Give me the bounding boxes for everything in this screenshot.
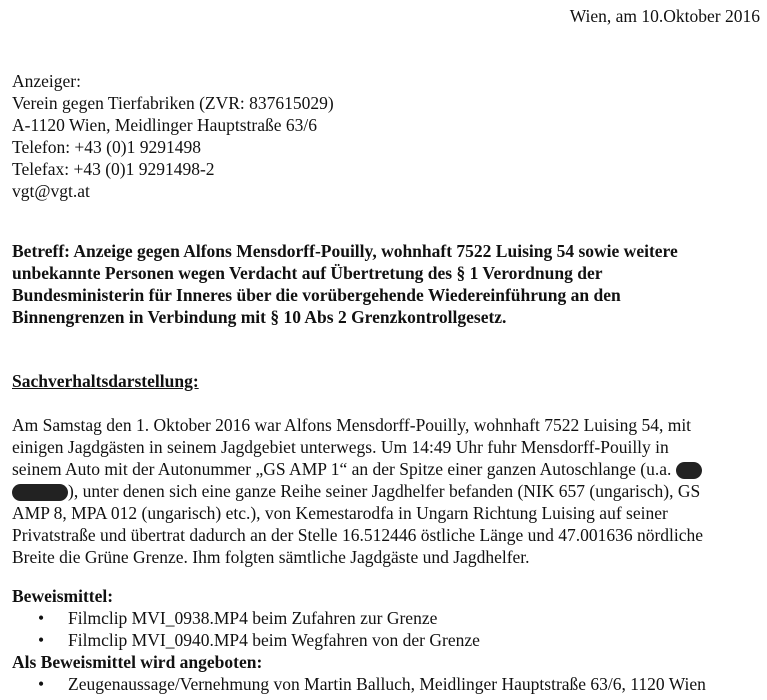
- subject-line: Betreff: Anzeige gegen Alfons Mensdorff-Pouilly, wohnhaft 7522 Luising 54 sowie weitere: [12, 241, 678, 261]
- complainant-line: Telefon: +43 (0)1 9291498: [12, 137, 201, 157]
- complainant-email: vgt@vgt.at: [12, 181, 90, 201]
- evidence-heading: Beweismittel:: [12, 586, 114, 606]
- facts-line: [12, 546, 762, 568]
- evidence-item-text: Filmclip MVI_0938.MP4 beim Zufahren zur Grenze: [68, 608, 438, 628]
- evidence-item-text: Filmclip MVI_0940.MP4 beim Wegfahren von der Grenze: [68, 630, 480, 650]
- facts-heading: Sachverhaltsdarstellung:: [12, 371, 199, 391]
- bullet-icon: •: [38, 674, 45, 694]
- evidence-list: [38, 607, 480, 651]
- list-item: [38, 629, 480, 651]
- bullet-icon: •: [38, 630, 45, 650]
- complainant-line: A-1120 Wien, Meidlinger Hauptstraße 63/6: [12, 115, 317, 135]
- facts-line-text: Am Samstag den 1. Oktober 2016 war Alfons Mensdorff-Pouilly, wohnhaft 7522 Luising 54, mit: [12, 415, 692, 435]
- subject-line: Binnengrenzen in Verbindung mit § 10 Abs 2 Grenzkontrollgesetz.: [12, 307, 507, 327]
- offered-evidence-list: [38, 673, 706, 695]
- facts-line-text: einigen Jagdgästen in seinem Jagdgebiet unterwegs. Um 14:49 Uhr fuhr Mensdorff-Pouilly in: [12, 437, 669, 457]
- complainant-label: Anzeiger:: [12, 71, 81, 91]
- facts-line: [12, 502, 762, 524]
- facts-line: [12, 524, 762, 546]
- facts-line-text: AMP 8, MPA 012 (ungarisch) etc.), von Kemestarodfa in Ungarn Richtung Luising auf seiner: [12, 503, 668, 523]
- redaction-mark: [676, 462, 702, 479]
- facts-line-text: Breite die Grüne Grenze. Ihm folgten sämtliche Jagdgäste und Jagdhelfer.: [12, 547, 530, 567]
- facts-line-text: seinem Auto mit der Autonummer „GS AMP 1“ an der Spitze einer ganzen Autoschlange (u.a.: [12, 459, 672, 479]
- subject-line: Bundesministerin für Inneres über die vorübergehende Wiedereinführung an den: [12, 285, 621, 305]
- facts-line: [12, 458, 762, 480]
- facts-paragraph: [12, 414, 762, 568]
- offered-item-text: Zeugenaussage/Vernehmung von Martin Balluch, Meidlinger Hauptstraße 63/6, 1120 Wien: [68, 674, 706, 694]
- document-date: Wien, am 10.Oktober 2016: [569, 6, 760, 26]
- bullet-icon: •: [38, 608, 45, 628]
- facts-line: [12, 436, 762, 458]
- facts-line-text: ), unter denen sich eine ganze Reihe seiner Jagdhelfer befanden (NIK 657 (ungarisch), GS: [68, 481, 701, 501]
- facts-line-text: Privatstraße und übertrat dadurch an der Stelle 16.512446 östliche Länge und 47.001636 nördliche: [12, 525, 704, 545]
- offered-evidence-heading: Als Beweismittel wird angeboten:: [12, 652, 263, 672]
- list-item: [38, 673, 706, 695]
- subject-line: unbekannte Personen wegen Verdacht auf Übertretung des § 1 Verordnung der: [12, 263, 603, 283]
- complainant-block: [12, 70, 334, 202]
- complainant-line: Telefax: +43 (0)1 9291498-2: [12, 159, 215, 179]
- list-item: [38, 607, 480, 629]
- facts-line: [12, 414, 762, 436]
- facts-line: [12, 480, 762, 502]
- subject-block: [12, 240, 757, 328]
- redaction-mark: [12, 484, 68, 501]
- complainant-line: Verein gegen Tierfabriken (ZVR: 837615029): [12, 93, 334, 113]
